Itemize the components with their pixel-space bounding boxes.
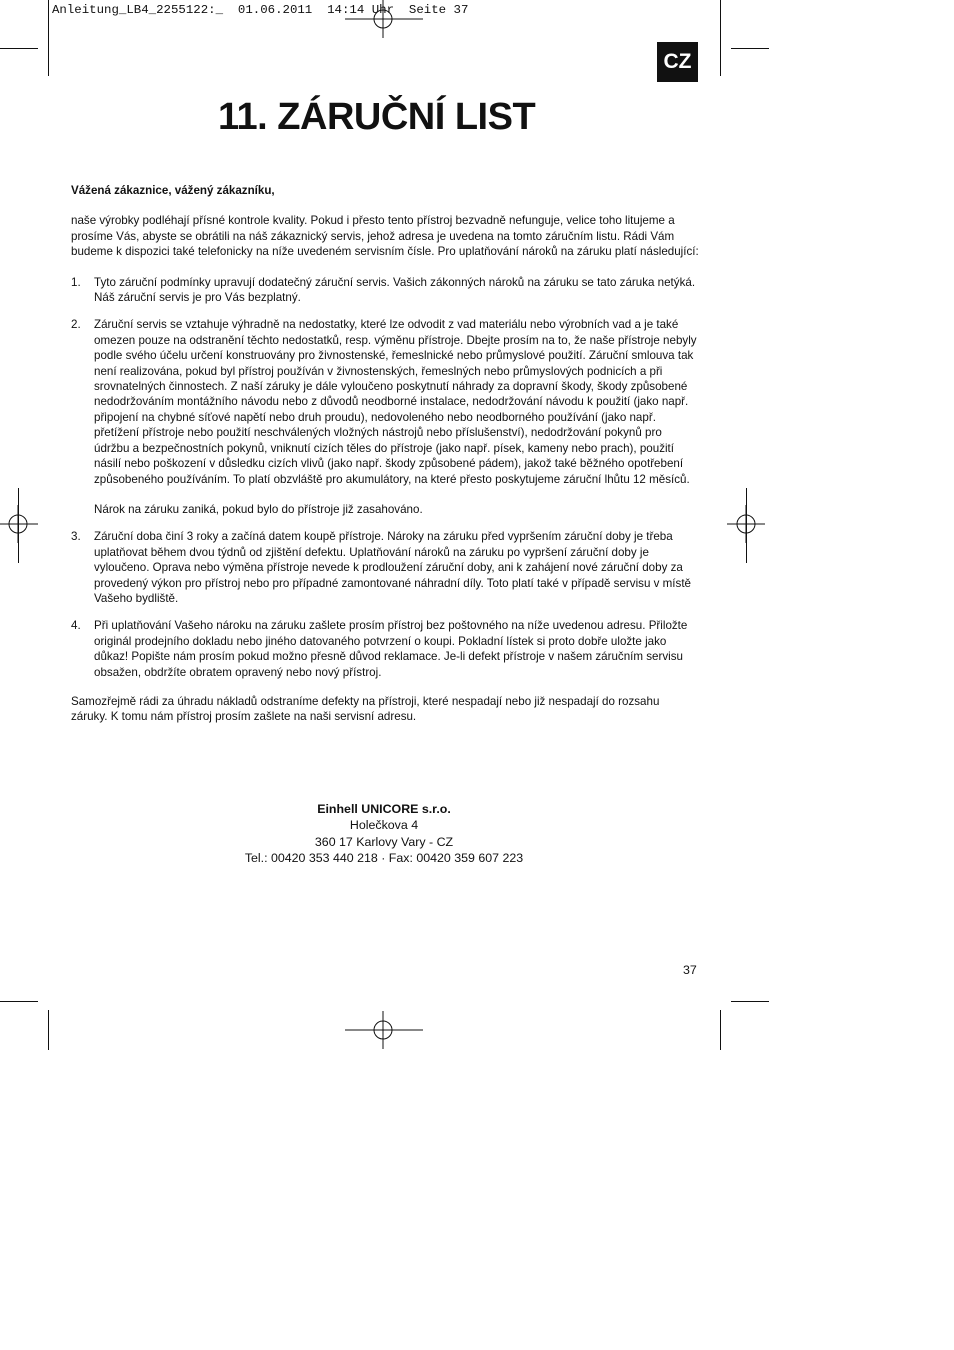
list-item [71,529,699,606]
print-header: Anleitung_LB4_2255122:_ 01.06.2011 14:14 Uhr Seite 37 [52,3,469,17]
company-name: Einhell UNICORE s.r.o. [317,802,451,816]
registration-mark-left [0,505,40,545]
service-address [234,801,534,867]
closing-paragraph: Samozřejmě rádi za úhradu nákladů odstraníme defekty na přístroji, které nespadají nebo již nespadají do rozsahu záruky. K tomu nám přístroj prosím zašlete na naši servisní adresu. [71,694,660,724]
page-title: 11. ZÁRUČNÍ LIST [218,96,536,138]
intro-paragraph: naše výrobky podléhají přísné kontrole kvality. Pokud i přesto tento přístroj bezvadně nefunguje, velice toho litujeme a prosíme Vás, abyste se obrátili na náš zákaznický servis, jehož adresa je uvedena na tomto záručním listu. Rádi Vám budeme k dispozici také telefonicky na níže uvedeném servisním čísle. Pro uplatňování nároků na záruku platí následující: [71,214,699,259]
registration-mark-top [345,0,425,40]
term-note: Nárok na záruku zaniká, pokud bylo do přístroje již zasahováno. [94,502,423,516]
warranty-terms-list [71,275,699,680]
address-contact: Tel.: 00420 353 440 218 · Fax: 00420 359 607 223 [244,851,524,866]
registration-mark-right [727,505,767,545]
warranty-text [71,183,699,725]
greeting: Vážená zákaznice, vážený zákazníku, [71,184,275,197]
list-item [71,275,699,306]
term-text: Záruční servis se vztahuje výhradně na nedostatky, které lze odvodit z vad materiálu nebo výrobních vad a je také omezen pouze na odstranění těchto nedostatků, resp. výměnu přístroje. Dbejte prosím na to, že naše přístroje nebyly podle svého účelu určení konstruovány pro živnostenské, řemeslnické nebo průmyslové použití. Záruční smlouva tak není realizována, pokud byl přístroj používán v živnostenských, řemeslných nebo průmyslových podnicích a při srovnatelných činnostech. Z naší záruky je dále vyloučeno poskytnutí náhrady za dopravní škody, škody způsobené nedodržováním montážního návodu nebo z důvodů neodborné instalace, nedodržování návodu k použití (jako např. připojení na chybné síťové napětí nebo druh proudu), nedovoleného nebo neodborného používání (jako např. přetížení přístroje nebo použití neschválených vložných nástrojů nebo příslušenství), nedodržování pokynů pro údržbu a bezpečnostních pokynů, vniknutí cizích těles do přístroje (jako např. písek, kameny nebo prach), použití násilí nebo poškození v důsledku cizích vlivů (jako např. škody způsobené pádem), jakož také běžného opotřebení způsobeného používáním. To platí obzvláště pro akumulátory, na které přesto poskytujeme záruční lhůtu 12 měsíců. [94,318,697,486]
term-text: Při uplatňování Vašeho nároku na záruku zašlete prosím přístroj bez poštovného na níže uvedenou adresu. Přiložte originál prodejního dokladu nebo jiného datovaného potvrzení o koupi. Pokladní lístek si proto dobře uložte jako důkaz! Popište nám prosím pokud možno přesně důvod reklamace. Je-li defekt přístroje v našem záručním servisu obsažen, obdržíte obratem opravený nebo nový přístroj. [94,619,688,679]
term-text: Tyto záruční podmínky upravují dodatečný záruční servis. Vašich zákonných nároků na záruku se tato záruka netýká. Náš záruční servis je pro Vás bezplatný. [94,275,696,305]
address-city: 360 17 Karlovy Vary - CZ [314,834,454,849]
term-number: 4. [71,619,81,633]
list-item [71,317,699,517]
registration-mark-bottom [345,1011,425,1051]
term-number: 1. [71,275,81,289]
term-text: Záruční doba činí 3 roky a začíná datem koupě přístroje. Nároky na záruku před vypršením záruční doby je třeba uplatňovat během dvou týdnů od zjištění defektu. Uplatňování nároků na záruku po vypršení záruční doby je vyloučeno. Oprava nebo výměna přístroje nevede k prodloužení záruční doby, ani k zahájení nové záruční doby za provedený výkon pro přístroj nebo pro případné zamontované náhradní díly. Toto platí také v případě servisu v místě Vašeho bydliště. [94,530,691,605]
page-number: 37 [683,963,697,977]
address-street: Holečkova 4 [349,818,419,833]
language-badge: CZ [657,42,698,82]
list-item [71,618,699,680]
term-number: 2. [71,318,81,332]
term-number: 3. [71,530,81,544]
